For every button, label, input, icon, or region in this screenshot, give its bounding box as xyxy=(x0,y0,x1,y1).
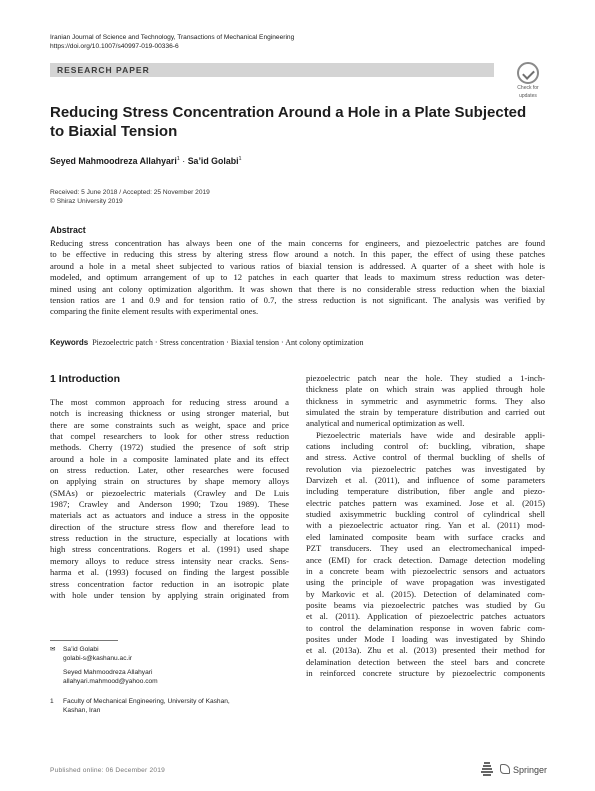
footnote-divider xyxy=(50,640,118,641)
left-column xyxy=(50,373,289,601)
text-line: analytical and numerical optimization as well. xyxy=(306,418,465,429)
text-line: ance (EMI) for crack detection. Damage detection modeling xyxy=(306,554,545,565)
copyright-notice: © Shiraz University 2019 xyxy=(50,198,123,205)
affiliation-line-2: Kashan, Iran xyxy=(63,707,101,714)
abstract-heading: Abstract xyxy=(50,225,86,235)
abstract-text xyxy=(50,238,545,318)
text-line: memory alloys to reduce stress intensity near cracks. Sens- xyxy=(50,555,289,566)
check-for-updates-button[interactable] xyxy=(511,62,545,99)
article-type-label: RESEARCH PAPER xyxy=(57,65,150,75)
text-line: including temperature distribution, fiber angle and piezo- xyxy=(306,486,545,497)
publisher-name: Springer xyxy=(513,765,548,775)
doi-link[interactable]: https://doi.org/10.1007/s40997-019-00336-6 xyxy=(50,43,179,50)
text-line: thickness in symmetric and asymmetric forms. They also xyxy=(306,395,545,406)
affiliation-line-1: Faculty of Mechanical Engineering, University of Kashan, xyxy=(63,698,230,705)
abstract-line: comparing the finite element results with experimental ones. xyxy=(50,306,259,317)
text-line: thickness plate on which strain was applied through hole xyxy=(306,384,545,395)
keywords-list: Piezoelectric patch · Stress concentration · Biaxial tension · Ant colony optimization xyxy=(92,338,364,347)
text-line: cations including control of: buckling, vibration, shape xyxy=(306,441,545,452)
text-line: posite beams via piezoelectric patches was studied by Gu xyxy=(306,599,545,610)
check-for-updates-icon xyxy=(517,62,539,84)
author-footnote xyxy=(50,668,158,686)
keywords xyxy=(50,338,364,347)
text-line: with hole under tension by applying strain originated from xyxy=(50,589,289,600)
text-line: 1987; Crawley and Anderson 1990; Tzou 1989). These xyxy=(50,499,289,510)
footnote-author1-name: Sa’id Golabi xyxy=(63,646,99,653)
text-line: revolution via piezoelectric patches was investigated by xyxy=(306,463,545,474)
text-line: by Markovic et al. (2015). Detection of delaminated com- xyxy=(306,588,545,599)
introduction-paragraph-2 xyxy=(306,430,545,680)
author-name[interactable]: Seyed Mahmoodreza Allahyari xyxy=(50,156,177,166)
published-online-date: Published online: 06 December 2019 xyxy=(50,767,165,774)
footnote-author2-email[interactable]: allahyari.mahmood@yahoo.com xyxy=(63,678,158,685)
abstract-line: modeled, and optimum arrangement of up to 12 patches in each quarter that leads to maximum stress reduction was deter- xyxy=(50,272,545,283)
text-line: in reinforced concrete structure by piezoelectric components xyxy=(306,667,545,678)
text-line: simulated the strain by temperature distribution and carried out xyxy=(306,407,545,418)
text-line: notch is increasing thickness or using stronger material, but xyxy=(50,408,289,419)
text-line: harma et al. (1993) focused on finding the largest possible xyxy=(50,567,289,578)
abstract-line: to be effective in reducing this stress by altering stress flow around a notch. In this paper, the effect of using these patches xyxy=(50,249,545,260)
text-line: et al. (2013a). Zhu et al. (2013) presented their method for xyxy=(306,645,545,656)
author-affiliation-mark: 1 xyxy=(238,156,242,163)
journal-header xyxy=(50,33,294,51)
keywords-label: Keywords xyxy=(50,338,89,347)
author-name[interactable]: Sa’id Golabi xyxy=(187,156,239,166)
text-line: that compel researchers to look for other stress reduction xyxy=(50,431,289,442)
text-line: Darvizeh et al. (2011), and influence of some parameters xyxy=(306,475,545,486)
envelope-icon: ✉ xyxy=(50,646,56,653)
text-line: delamination detection between the steel bars and concrete xyxy=(306,656,545,667)
text-line: PZT transducers. They used an electromechanical imped- xyxy=(306,543,545,554)
springer-logo xyxy=(500,764,547,775)
right-column xyxy=(306,373,545,679)
text-line: materials act as actuators and induce a stress in the opposite xyxy=(50,510,289,521)
text-line: methods. Cherry (1972) studied the presence of soft strip xyxy=(50,442,289,453)
article-dates xyxy=(50,188,210,206)
text-line: on applying strain on structures by shape memory alloys xyxy=(50,476,289,487)
journal-name: Iranian Journal of Science and Technology, Transactions of Mechanical Engineering xyxy=(50,34,295,41)
article-type-band xyxy=(50,63,494,77)
abstract-line: Reducing stress concentration has always been one of the main concerns for engineers, and piezoelectric patches are found xyxy=(50,238,545,248)
text-line: high stress concentrations. Rogers et al. (1991) used shape xyxy=(50,544,289,555)
text-line: to control the delamination response in woven fabric com- xyxy=(306,622,545,633)
text-line: there are some constraints such as weight, space and price xyxy=(50,419,289,430)
text-line: and stress. Active control of thermal buckling of shells of xyxy=(306,452,545,463)
section-heading: 1 Introduction xyxy=(50,373,120,385)
received-accepted-dates: Received: 5 June 2018 / Accepted: 25 November 2019 xyxy=(50,189,210,196)
footnote-author1-email[interactable]: golabi-s@kashanu.ac.ir xyxy=(63,655,133,662)
text-line: et al. (2011). Application of piezoelectric patches actuators xyxy=(306,611,545,622)
check-updates-line1: Check for xyxy=(517,85,539,91)
text-line: using the principle of wave propagation was investigated xyxy=(306,577,545,588)
text-line: in a concrete beam with piezoelectric sensors and actuators xyxy=(306,565,545,576)
text-line: The most common approach for reducing stress around a xyxy=(50,397,289,407)
springer-horse-icon xyxy=(500,764,510,774)
text-line: electric patches pattern was examined. Jose et al. (2015) xyxy=(306,497,545,508)
corresponding-author-footnote xyxy=(50,645,132,663)
text-line: (SMAs) or piezoelectric materials (Crawley and De Luis xyxy=(50,487,289,498)
text-line: piezoelectric patch near the hole. They studied a 1-inch- xyxy=(306,373,545,383)
title-line-1: Reducing Stress Concentration Around a Hole in a Plate Subjected xyxy=(50,104,527,121)
text-line: posites under Mode I loading was investigated by Shindo xyxy=(306,633,545,644)
check-updates-line2: updates xyxy=(519,92,537,99)
text-line: around a hole in a composite laminated plate and its effect xyxy=(50,453,289,464)
text-line: eled laminated composite beam with surface cracks and xyxy=(306,531,545,542)
text-line: Piezoelectric materials have wide and desirable appli- xyxy=(316,429,545,440)
text-line: with a piezoelectric actuator ring. Yan et al. (2011) mod- xyxy=(306,520,545,531)
text-line: stress reduction in the structure, especially at locations with xyxy=(50,533,289,544)
author-list xyxy=(50,156,242,166)
introduction-paragraph-1 xyxy=(50,397,289,601)
abstract-line: around a hole in a metal sheet subjected to various ratios of biaxial tension is addressed. A quarter of a sheet with hole is xyxy=(50,260,545,271)
text-line: direction of the structure stress flow and therefore lead to xyxy=(50,521,289,532)
pdf-stack-icon xyxy=(481,762,493,776)
affiliation-footnote xyxy=(50,697,230,715)
introduction-paragraph-1-continued xyxy=(306,373,545,430)
text-line: on stress reduction. Later, other researches were focused xyxy=(50,465,289,476)
author-affiliation-mark: 1 xyxy=(176,156,180,163)
text-line: studied axisymmetric buckling control of cylindrical shell xyxy=(306,509,545,520)
footnote-author2-name: Seyed Mahmoodreza Allahyari xyxy=(63,669,153,676)
title-line-2: to Biaxial Tension xyxy=(50,123,178,140)
paper-title xyxy=(50,103,530,141)
author-separator: · xyxy=(179,156,188,166)
abstract-line: tension ratios are 1 and 0.9 and for tension ratio of 0.7, the stress reduction is not significant. The analysis was verified by xyxy=(50,295,545,306)
abstract-line: mined using ant colony optimization algorithm. It was shown that there is no considerable stress reduction when the biaxial xyxy=(50,283,545,294)
text-line: stress concentration factor reduction in an isotropic plate xyxy=(50,578,289,589)
affiliation-mark: 1 xyxy=(50,698,54,705)
